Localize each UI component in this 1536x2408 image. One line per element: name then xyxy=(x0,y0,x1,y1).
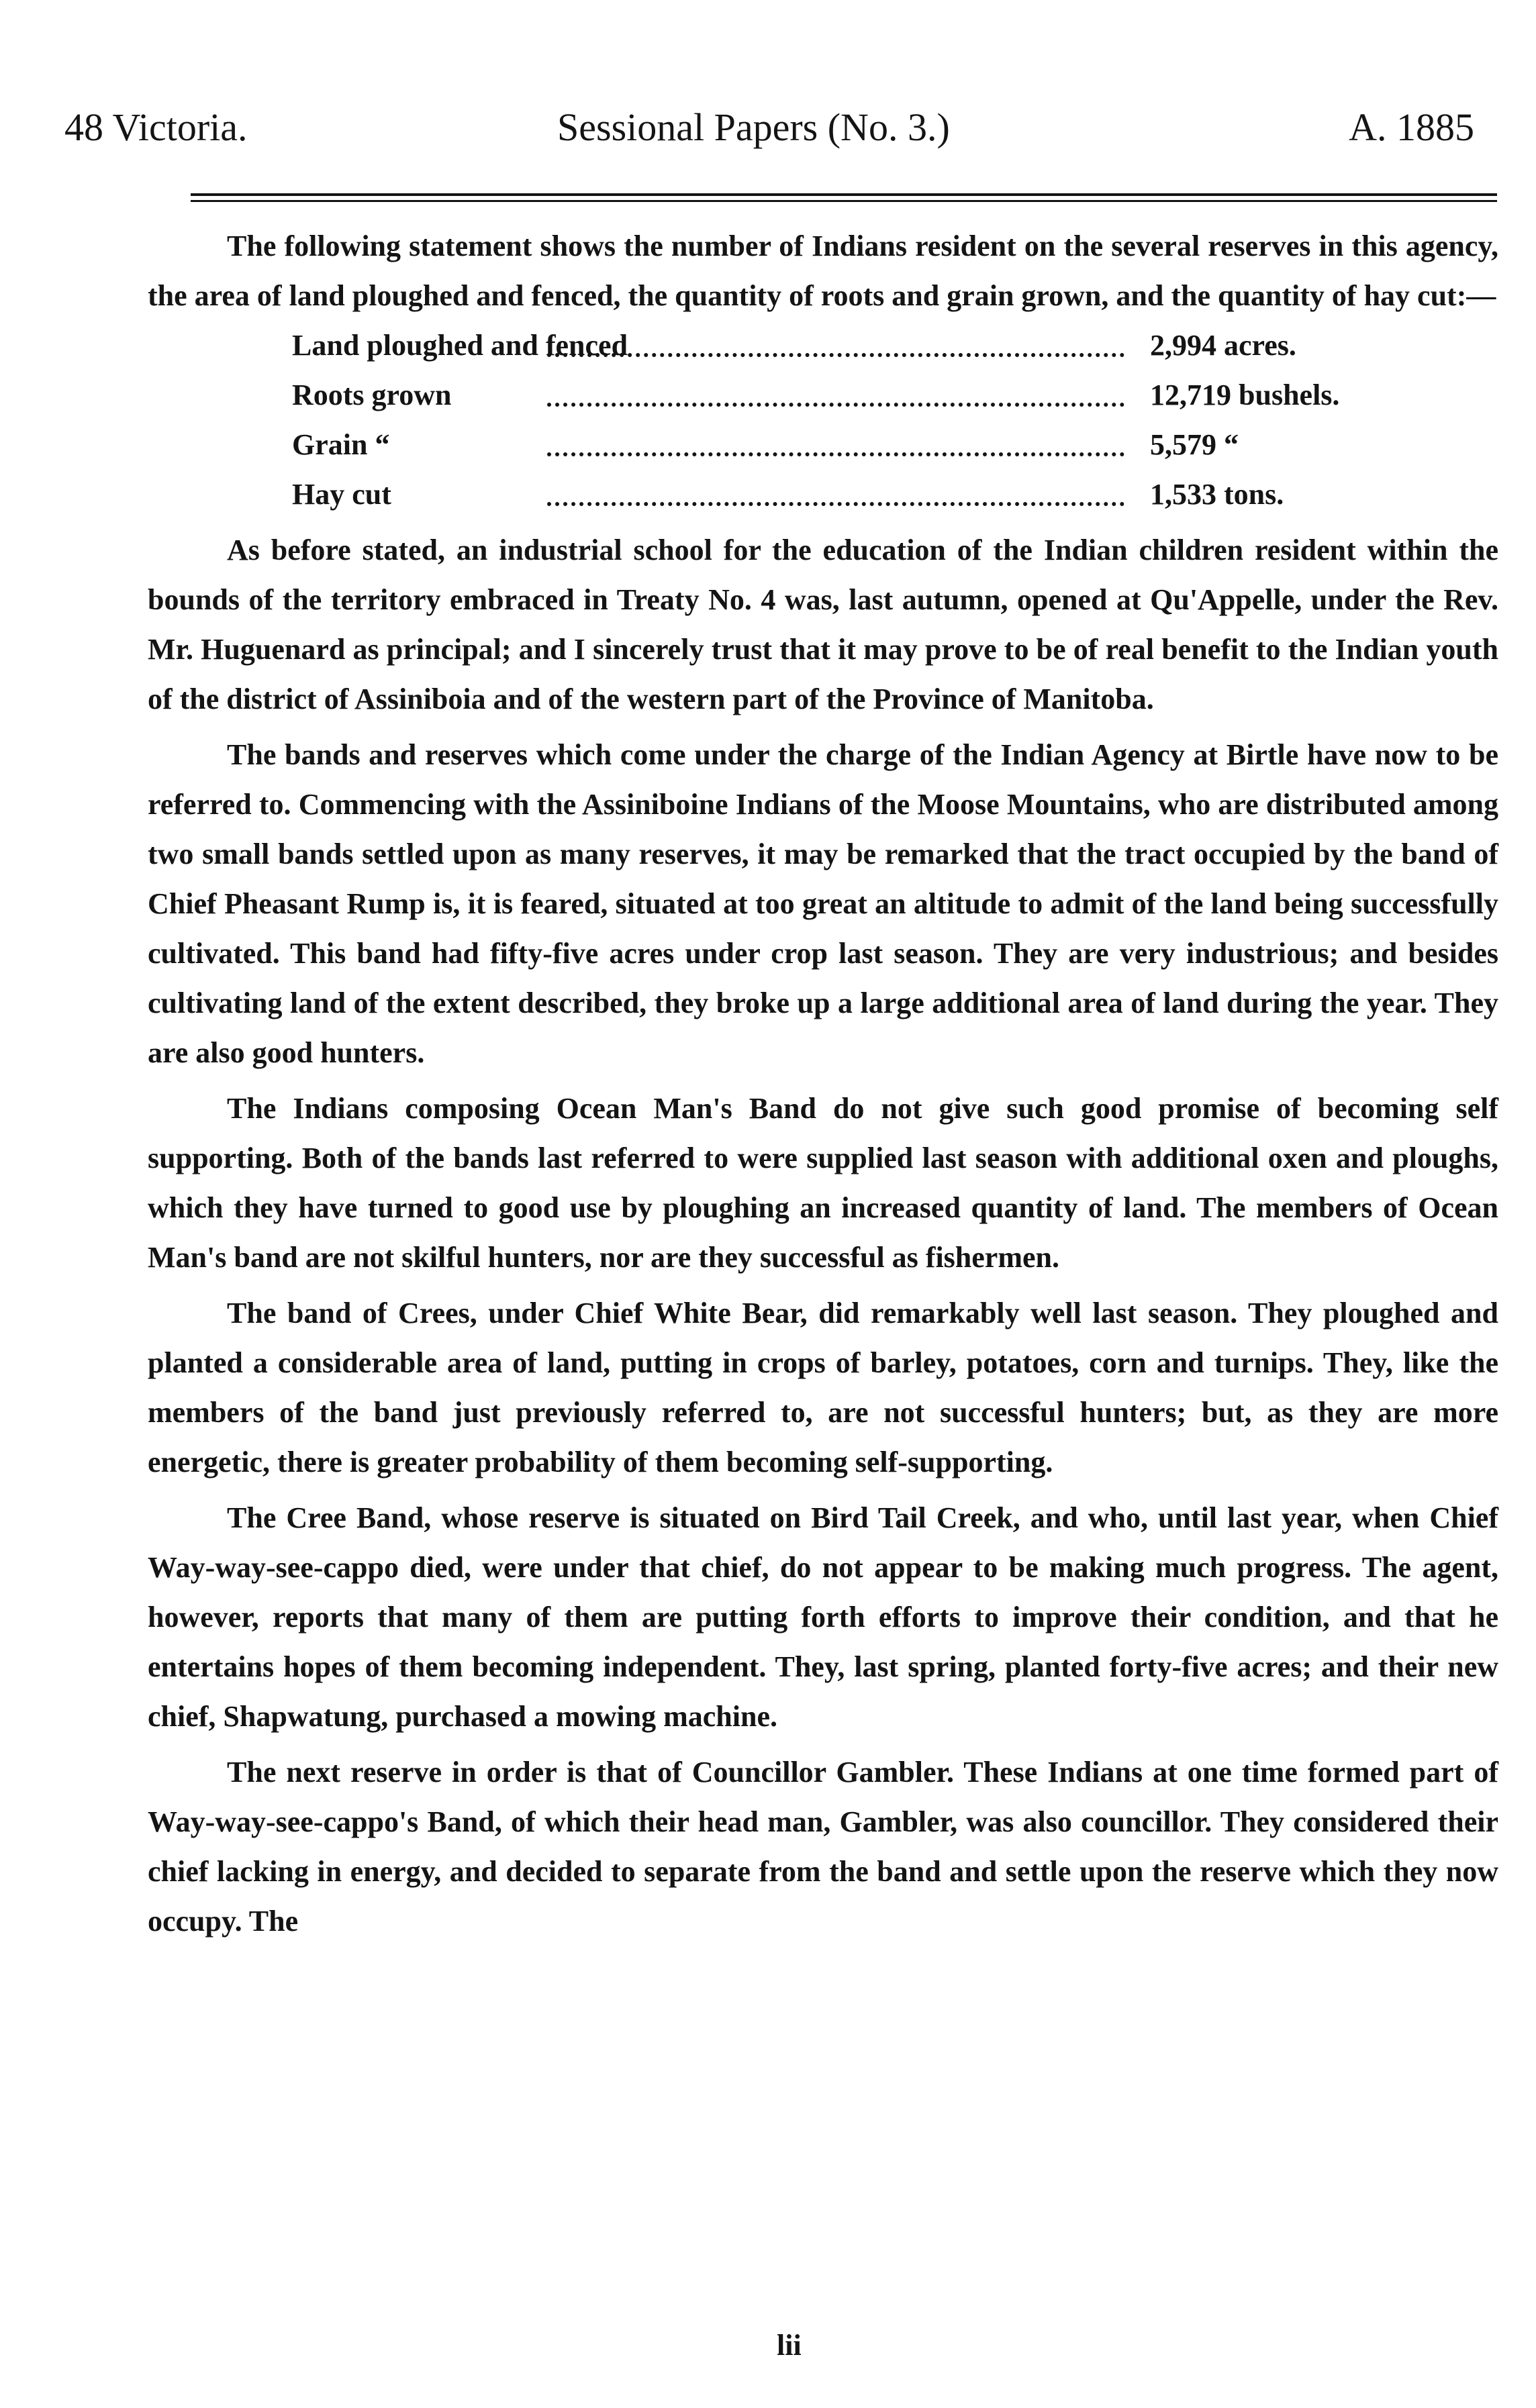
body-paragraph: The next reserve in order is that of Councillor Gambler. These Indians at one time formed part of Way-way-see-cappo's Band, of which their head man, Gambler, was also councillor. They considered their chief lacking in energy, and decided to separate from the band and settle upon the reserve which they now occupy. The xyxy=(148,1756,1498,1938)
header-rule-upper xyxy=(191,193,1497,196)
document-body xyxy=(148,221,1498,1946)
statistics-value: 2,994 acres. xyxy=(1150,329,1296,362)
body-paragraph: The bands and reserves which come under the charge of the Indian Agency at Birtle have now to be referred to. Commencing with the Assiniboine Indians of the Moose Mountains, who are distributed among two small bands settled upon as many reserves, it may be remarked that the tract occupied by the band of Chief Pheasant Rump is, it is feared, situated at too great an altitude to admit of the land being successfully cultivated. This band had fifty-five acres under crop last season. They are very industrious; and besides cultivating land of the extent described, they broke up a large additional area of land during the year. They are also good hunters. xyxy=(148,738,1498,1069)
leader-dots xyxy=(547,403,1124,407)
body-paragraph: The Indians composing Ocean Man's Band do not give such good promise of becoming self supporting. Both of the bands last referred to were supplied last season with additional oxen and ploughs, which they have turned to good use by ploughing an increased quantity of land. The members of Ocean Man's band are not skilful hunters, nor are they successful as fishermen. xyxy=(148,1092,1498,1274)
body-paragraph: The Cree Band, whose reserve is situated on Bird Tail Creek, and who, until last year, when Chief Way-way-see-cappo died, were under that chief, do not appear to be making much progress. The agent, however, reports that many of them are putting forth efforts to improve their condition, and that he entertains hopes of them becoming independent. They, last spring, planted forty-five acres; and their new chief, Shapwatung, purchased a mowing machine. xyxy=(148,1501,1498,1733)
leader-dots xyxy=(547,452,1124,456)
header-rule-lower xyxy=(191,200,1497,202)
header-volume: 48 Victoria. xyxy=(64,105,248,149)
page-header xyxy=(64,101,1474,154)
leader-dots xyxy=(547,502,1124,506)
statistics-value: 5,579 “ xyxy=(1150,428,1239,461)
statistics-label: Roots grown xyxy=(292,379,452,411)
page-number: lii xyxy=(777,2329,802,2362)
statistics-list xyxy=(292,321,1366,519)
statistics-row xyxy=(292,420,1366,470)
statistics-label: Grain “ xyxy=(292,428,390,461)
statistics-label: Hay cut xyxy=(292,478,391,511)
body-paragraph: The band of Crees, under Chief White Bear, did remarkably well last season. They ploughed and planted a considerable area of land, putting in crops of barley, potatoes, corn and turnips. They, like the members of the band just previously referred to, are not successful hunters; but, as they are more energetic, there is greater probability of them becoming self-supporting. xyxy=(148,1297,1498,1478)
body-paragraph: As before stated, an industrial school for the education of the Indian children resident within the bounds of the territory embraced in Treaty No. 4 was, last autumn, opened at Qu'Appelle, under the Rev. Mr. Huguenard as principal; and I sincerely trust that it may prove to be of real benefit to the Indian youth of the district of Assiniboia and of the western part of the Province of Manitoba. xyxy=(148,534,1498,715)
statistics-row xyxy=(292,321,1366,370)
statistics-row xyxy=(292,370,1366,420)
statistics-value: 1,533 tons. xyxy=(1150,478,1284,511)
statistics-value: 12,719 bushels. xyxy=(1150,379,1340,411)
intro-paragraph: The following statement shows the number of Indians resident on the several reserves in this agency, the area of land ploughed and fenced, the quantity of roots and grain grown, and the quantity of hay cut:— xyxy=(148,230,1498,312)
statistics-row xyxy=(292,470,1366,519)
statistics-label: Land ploughed and fenced xyxy=(292,329,628,362)
header-sessional-papers: Sessional Papers (No. 3.) xyxy=(557,105,950,149)
leader-dots xyxy=(547,353,1124,357)
header-year: A. 1885 xyxy=(1349,105,1474,149)
